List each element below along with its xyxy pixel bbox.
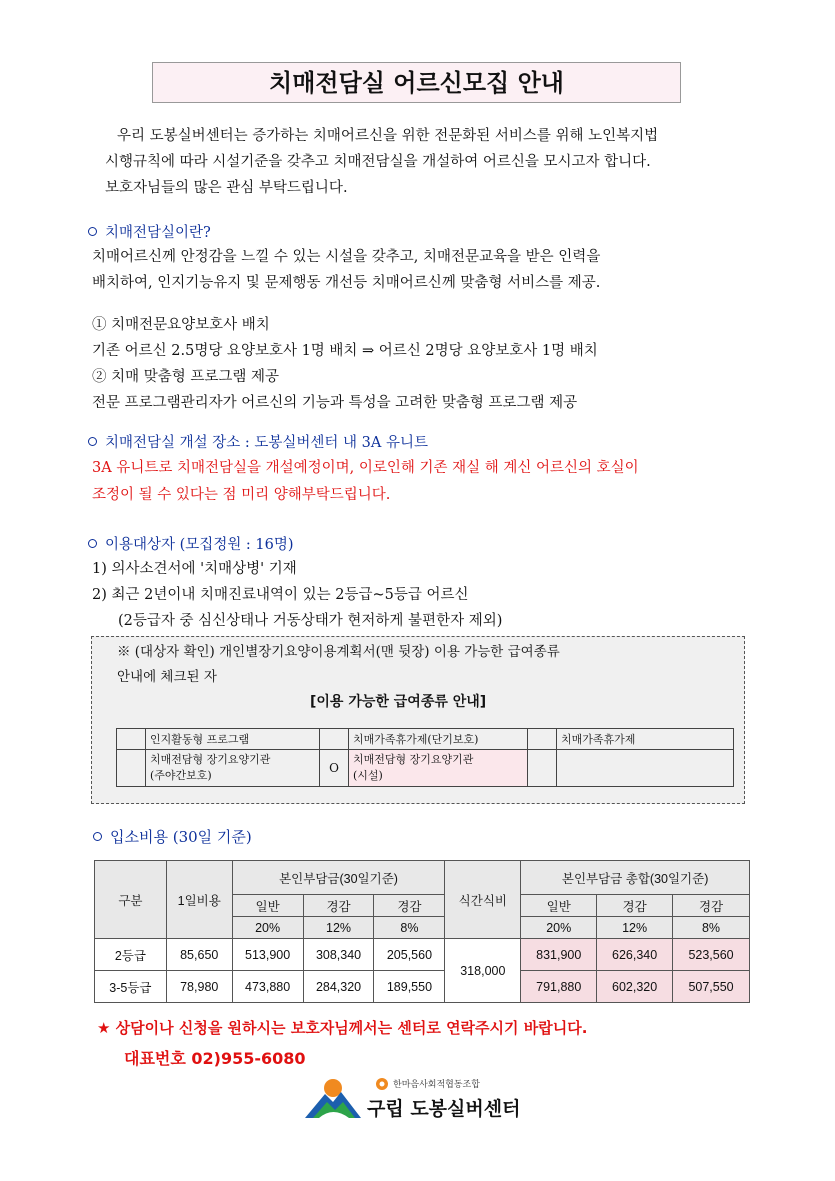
section3-items bbox=[92, 556, 502, 634]
checkbox-cell bbox=[117, 750, 146, 787]
header-copay: 본인부담금(30일기준) bbox=[232, 861, 445, 895]
page-title: 치매전담실 어르신모집 안내 bbox=[152, 62, 681, 103]
circle-bullet-icon bbox=[88, 437, 97, 446]
meal-cost: 318,000 bbox=[445, 939, 521, 1003]
checkbox-cell bbox=[117, 729, 146, 750]
header-total: 본인부담금 총합(30일기준) bbox=[521, 861, 750, 895]
section3-heading: 이용대상자 (모집정원 : 16명) bbox=[88, 533, 294, 554]
section1-body: 치매어르신께 안정감을 느낄 수 있는 시설을 갖추고, 치매전문교육을 받은 인력을 배치하여, 인지기능유지 및 문제행동 개선등 치매어르신께 맞춤형 서비스를 제공. bbox=[92, 249, 601, 291]
section2-heading: 치매전담실 개설 장소 : 도봉실버센터 내 3A 유니트 bbox=[88, 431, 428, 452]
contact-notice: ★ 상담이나 신청을 원하시는 보호자님께서는 센터로 연락주시기 바랍니다. bbox=[97, 1019, 588, 1037]
target-item2: 2) 최근 2년이내 치매진료내역이 있는 2등급~5등급 어르신 bbox=[92, 587, 469, 603]
table-row: 3-5등급 78,980 473,880 284,320 189,550 791,880 602,320 507,550 bbox=[95, 971, 750, 1003]
table-row: 인지활동형 프로그램 치매가족휴가제(단기보호) 치매가족휴가제 bbox=[117, 729, 734, 750]
intro-line: 우리 도봉실버센터는 증가하는 치매어르신을 위한 전문화된 서비스를 위해 노인복지법 bbox=[117, 128, 659, 144]
benefit-note: ※ (대상자 확인) 개인별장기요양이용계획서(맨 뒷장) 이용 가능한 급여종류 안내에 체크된 자 bbox=[117, 644, 560, 685]
check-mark: O bbox=[320, 750, 349, 787]
center-logo bbox=[305, 1074, 540, 1124]
intro-line: 시행규칙에 따라 시설기준을 갖추고 치매전담실을 개설하여 어르신을 모시고자 합니다. bbox=[105, 154, 651, 170]
circle-bullet-icon bbox=[88, 539, 97, 548]
header-meal: 식간식비 bbox=[445, 861, 521, 939]
section1-heading: 치매전담실이란? bbox=[88, 221, 211, 242]
circle-bullet-icon bbox=[93, 832, 102, 841]
cost-table: 구분 1일비용 본인부담금(30일기준) 식간식비 본인부담금 총합(30일기준) 일반 경감 경감 일반 경감 경감 20% 12% 8% 20% 12% 8% 2등급 85,650 513,900 308,340 205,560 318,000 831,900 626,340 523,560 3-5등급 78,980 473,880 284,320 189,550 791,880 602,320 507,550 bbox=[94, 860, 750, 1003]
circle-bullet-icon bbox=[88, 227, 97, 236]
section2-body: 3A 유니트로 치매전담실을 개설예정이며, 이로인해 기존 재실 해 계신 어르신의 호실이 조정이 될 수 있다는 점 미리 양해부탁드립니다. bbox=[92, 460, 639, 503]
benefit-table-title: [이용 가능한 급여종류 안내] bbox=[310, 694, 487, 710]
item1-text: 기존 어르신 2.5명당 요양보호사 1명 배치 ⇒ 어르신 2명당 요양보호사 1명 배치 bbox=[92, 343, 598, 359]
coop-mark-icon bbox=[375, 1077, 389, 1091]
intro-paragraph bbox=[105, 123, 785, 201]
header-daily: 1일비용 bbox=[166, 861, 232, 939]
table-row: 치매전담형 장기요양기관 (주야간보호) O 치매전담형 장기요양기관 (시설) bbox=[117, 750, 734, 787]
section1-items bbox=[92, 312, 598, 416]
target-item2-sub: (2등급자 중 심신상태나 거동상태가 현저하게 불편한자 제외) bbox=[118, 613, 503, 629]
item2-title: ② 치매 맞춤형 프로그램 제공 bbox=[92, 369, 280, 385]
benefit-type-table bbox=[116, 728, 734, 787]
target-item1: 1) 의사소견서에 '치매상병' 기재 bbox=[92, 561, 297, 577]
phone-number: 대표번호 02)955-6080 bbox=[124, 1049, 306, 1068]
intro-line: 보호자님들의 많은 관심 부탁드립니다. bbox=[105, 180, 348, 196]
coop-name: 한마음사회적협동조합 bbox=[393, 1080, 480, 1090]
section4-heading: 입소비용 (30일 기준) bbox=[93, 826, 252, 847]
item2-text: 전문 프로그램관리자가 어르신의 기능과 특성을 고려한 맞춤형 프로그램 제공 bbox=[92, 395, 578, 411]
table-row: 2등급 85,650 513,900 308,340 205,560 318,000 831,900 626,340 523,560 bbox=[95, 939, 750, 971]
header-grade: 구분 bbox=[95, 861, 167, 939]
mountain-logo-icon bbox=[305, 1076, 361, 1122]
item1-title: ① 치매전문요양보호사 배치 bbox=[92, 317, 270, 333]
center-name: 구립 도봉실버센터 bbox=[367, 1098, 521, 1120]
